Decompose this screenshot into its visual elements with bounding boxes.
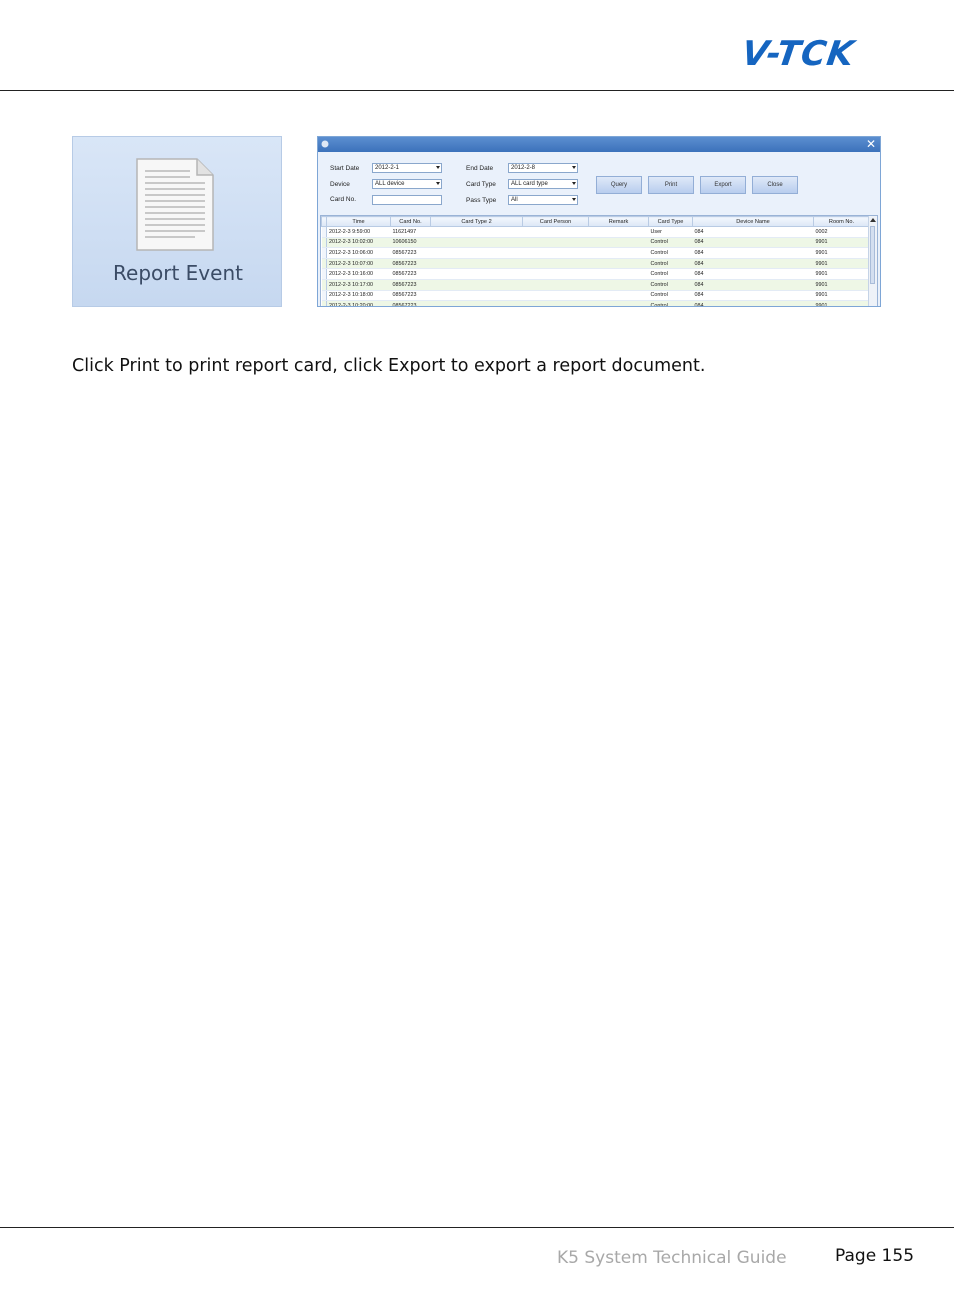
filter-form	[318, 152, 880, 212]
end-date-label: End Date	[466, 165, 494, 172]
chevron-down-icon	[572, 198, 576, 201]
device-select[interactable]	[372, 179, 442, 189]
card-type-value: ALL card type	[511, 181, 548, 187]
cell-card-type: Control	[649, 258, 693, 269]
column-header[interactable]: Room No.	[814, 217, 870, 227]
cell-card-person	[523, 227, 589, 238]
cell-card-person	[523, 279, 589, 290]
cell-card-no: 10606150	[391, 237, 431, 248]
cell-card-no: 08567223	[391, 269, 431, 280]
cell-room-no: 9901	[814, 269, 870, 280]
cell-device-name: 084	[693, 258, 814, 269]
table-row[interactable]	[322, 269, 870, 280]
report-event-window	[317, 136, 881, 307]
cell-remark	[589, 237, 649, 248]
cell-card-no: 11621497	[391, 227, 431, 238]
cell-card-person	[523, 258, 589, 269]
cell-room-no: 0002	[814, 227, 870, 238]
cell-room-no: 9901	[814, 290, 870, 301]
column-header[interactable]: Card Person	[523, 217, 589, 227]
cell-card-type-2	[431, 258, 523, 269]
cell-card-type: Control	[649, 269, 693, 280]
end-date-value: 2012-2-8	[511, 165, 536, 171]
cell-card-person	[523, 269, 589, 280]
cell-card-no: 08567223	[391, 279, 431, 290]
report-event-button[interactable]	[72, 136, 282, 307]
cell-card-type-2	[431, 237, 523, 248]
cell-card-person	[523, 301, 589, 307]
instruction-text: Click Print to print report card, click Export to export a report document.	[72, 356, 706, 376]
page-number: Page 155	[835, 1246, 915, 1266]
cell-card-type: Control	[649, 279, 693, 290]
card-no-label: Card No.	[330, 196, 357, 203]
scrollbar-thumb[interactable]	[870, 226, 875, 284]
document-icon	[135, 157, 215, 252]
cell-time: 2012-2-3 10:17:00	[327, 279, 391, 290]
end-date-picker[interactable]	[508, 163, 578, 173]
device-label: Device	[330, 181, 350, 188]
chevron-down-icon	[572, 166, 576, 169]
cell-card-person	[523, 290, 589, 301]
cell-card-type: Control	[649, 248, 693, 259]
query-button[interactable]: Query	[596, 176, 642, 194]
cell-card-no: 08567223	[391, 301, 431, 307]
cell-device-name: 084	[693, 301, 814, 307]
table-row[interactable]	[322, 258, 870, 269]
cell-card-type-2	[431, 248, 523, 259]
cell-remark	[589, 269, 649, 280]
cell-remark	[589, 227, 649, 238]
cell-time: 2012-2-3 9:59:00	[327, 227, 391, 238]
cell-time: 2012-2-3 10:16:00	[327, 269, 391, 280]
card-no-input[interactable]	[372, 195, 442, 205]
device-value: ALL device	[375, 181, 405, 187]
column-header[interactable]: Card Type 2	[431, 217, 523, 227]
cell-card-type-2	[431, 301, 523, 307]
cell-card-no: 08567223	[391, 248, 431, 259]
column-header[interactable]: Card No.	[391, 217, 431, 227]
pass-type-select[interactable]	[508, 195, 578, 205]
table-row[interactable]	[322, 301, 870, 307]
cell-device-name: 084	[693, 237, 814, 248]
cell-device-name: 084	[693, 227, 814, 238]
table-row[interactable]	[322, 290, 870, 301]
app-icon	[320, 139, 330, 149]
card-type-select[interactable]	[508, 179, 578, 189]
start-date-label: Start Date	[330, 165, 360, 172]
cell-device-name: 084	[693, 248, 814, 259]
cell-room-no: 9901	[814, 237, 870, 248]
cell-card-type-2	[431, 227, 523, 238]
report-event-label: Report Event	[113, 261, 243, 285]
cell-room-no: 9901	[814, 248, 870, 259]
cell-card-no: 08567223	[391, 290, 431, 301]
start-date-value: 2012-2-1	[375, 165, 400, 171]
cell-time: 2012-2-3 10:20:00	[327, 301, 391, 307]
cell-device-name: 084	[693, 269, 814, 280]
cell-card-person	[523, 237, 589, 248]
logo-text: V-TCK	[739, 34, 858, 74]
start-date-picker[interactable]	[372, 163, 442, 173]
cell-room-no: 9901	[814, 279, 870, 290]
cell-device-name: 084	[693, 290, 814, 301]
cell-card-type: Control	[649, 301, 693, 307]
cell-remark	[589, 248, 649, 259]
chevron-down-icon	[436, 166, 440, 169]
cell-device-name: 084	[693, 279, 814, 290]
header-divider	[0, 90, 954, 91]
cell-card-type: Control	[649, 237, 693, 248]
table-row[interactable]	[322, 227, 870, 238]
cell-time: 2012-2-3 10:07:00	[327, 258, 391, 269]
vtck-logo	[739, 34, 884, 74]
footer-guide-title: K5 System Technical Guide	[557, 1248, 787, 1268]
table-row[interactable]	[322, 279, 870, 290]
cell-remark	[589, 279, 649, 290]
footer-divider	[0, 1227, 954, 1228]
table-row[interactable]	[322, 248, 870, 259]
column-header[interactable]: Remark	[589, 217, 649, 227]
cell-room-no: 9901	[814, 258, 870, 269]
export-button[interactable]: Export	[700, 176, 746, 194]
cell-card-type: User	[649, 227, 693, 238]
close-button[interactable]: Close	[752, 176, 798, 194]
cell-card-type-2	[431, 279, 523, 290]
column-header[interactable]: Time	[327, 217, 391, 227]
cell-card-type-2	[431, 290, 523, 301]
cell-card-person	[523, 248, 589, 259]
close-icon[interactable]: ✕	[865, 137, 877, 151]
cell-card-no: 08567223	[391, 258, 431, 269]
cell-remark	[589, 290, 649, 301]
scroll-up-icon[interactable]	[870, 218, 876, 222]
window-title-bar	[318, 137, 880, 152]
cell-time: 2012-2-3 10:18:00	[327, 290, 391, 301]
cell-time: 2012-2-3 10:02:00	[327, 237, 391, 248]
grid-header-row	[322, 217, 870, 227]
table-row[interactable]	[322, 237, 870, 248]
chevron-down-icon	[572, 182, 576, 185]
cell-room-no: 9901	[814, 301, 870, 307]
cell-remark	[589, 301, 649, 307]
column-header[interactable]: Card Type	[649, 217, 693, 227]
chevron-down-icon	[436, 182, 440, 185]
pass-type-label: Pass Type	[466, 197, 497, 204]
events-grid	[320, 215, 878, 307]
print-button[interactable]: Print	[648, 176, 694, 194]
cell-card-type: Control	[649, 290, 693, 301]
cell-time: 2012-2-3 10:06:00	[327, 248, 391, 259]
cell-card-type-2	[431, 269, 523, 280]
cell-remark	[589, 258, 649, 269]
card-type-label: Card Type	[466, 181, 496, 188]
vertical-scrollbar[interactable]	[868, 216, 877, 307]
pass-type-value: All	[511, 197, 518, 203]
column-header[interactable]: Device Name	[693, 217, 814, 227]
